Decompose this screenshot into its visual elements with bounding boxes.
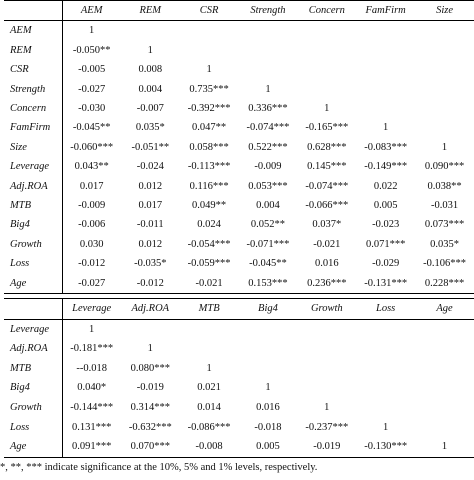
- table-cell: -0.035*: [134, 258, 167, 270]
- table-row: [4, 177, 474, 196]
- table-cell: 0.116***: [189, 180, 229, 192]
- table-cell: 1: [265, 83, 271, 95]
- table-cell: [415, 80, 474, 99]
- column-header: FamFirm: [356, 1, 415, 21]
- table-cell: [239, 21, 298, 41]
- table-cell: 0.005: [256, 441, 280, 453]
- correlation-table-panel-1: [4, 0, 474, 294]
- table-cell: [297, 378, 356, 398]
- table-cell: 0.628***: [307, 141, 347, 153]
- column-header: Big4: [239, 299, 298, 320]
- table-cell: 0.073***: [424, 219, 465, 231]
- table-cell: [415, 319, 474, 339]
- table-cell: 0.236***: [307, 277, 347, 289]
- table-cell: 1: [383, 421, 389, 433]
- table-cell: [415, 359, 474, 379]
- table-cell: [415, 60, 474, 79]
- table-cell: 0.090***: [424, 161, 465, 173]
- table-cell: 0.021: [197, 382, 221, 394]
- table-cell: [415, 398, 474, 418]
- table-cell: [121, 319, 180, 339]
- table-cell: 0.522***: [248, 141, 288, 153]
- table-cell: -0.029: [372, 258, 400, 270]
- table-cell: 0.047**: [192, 122, 227, 134]
- table-cell: [356, 99, 415, 118]
- table-cell: 0.040*: [77, 382, 107, 394]
- row-label: Leverage: [4, 319, 62, 339]
- table-cell: -0.005: [78, 64, 106, 76]
- column-header: Adj.ROA: [121, 299, 180, 320]
- table-cell: 1: [441, 141, 448, 153]
- table-cell: -0.054***: [187, 238, 231, 250]
- table-cell: [239, 359, 298, 379]
- table-cell: 0.030: [79, 238, 104, 250]
- table-row: [4, 99, 474, 118]
- table-cell: 0.153***: [248, 277, 288, 289]
- table-row: [4, 418, 474, 438]
- row-label: Strength: [4, 80, 62, 99]
- table-cell: -0.392***: [187, 103, 231, 115]
- table-row: [4, 118, 474, 137]
- table-cell: -0.023: [372, 219, 400, 231]
- table-cell: -0.008: [195, 441, 223, 453]
- table-cell: [180, 41, 239, 60]
- significance-footnote: *, **, *** indicate significance at the 10%, 5% and 1% levels, respectively.: [0, 462, 318, 473]
- table-row: [4, 215, 474, 234]
- column-header: REM: [121, 1, 180, 21]
- table-cell: 0.017: [79, 180, 104, 192]
- table-cell: -0.071***: [246, 238, 290, 250]
- table-cell: [415, 418, 474, 438]
- table-row: [4, 196, 474, 215]
- table-cell: -0.021: [195, 277, 223, 289]
- row-label: MTB: [4, 196, 62, 215]
- table-row: [4, 398, 474, 418]
- table-cell: -0.012: [136, 277, 164, 289]
- table-cell: 0.005: [373, 200, 398, 212]
- table-cell: -0.012: [78, 258, 106, 270]
- column-header: Size: [415, 1, 474, 21]
- table-cell: 0.024: [197, 219, 221, 231]
- column-header: MTB: [180, 299, 239, 320]
- table-cell: 0.037*: [312, 219, 342, 231]
- column-header: Growth: [297, 299, 356, 320]
- row-label: FamFirm: [4, 118, 62, 137]
- table-cell: [297, 359, 356, 379]
- table-cell: [356, 60, 415, 79]
- table-cell: 0.336***: [248, 103, 288, 115]
- row-label: Loss: [4, 254, 62, 273]
- table-cell: [297, 60, 356, 79]
- table-cell: [415, 118, 474, 137]
- table-cell: -0.007: [136, 103, 164, 115]
- row-label: Leverage: [4, 157, 62, 176]
- table-cell: 0.314***: [130, 401, 170, 413]
- table-row: [4, 80, 474, 99]
- table-cell: 1: [147, 343, 153, 355]
- table-cell: 0.131***: [71, 421, 112, 433]
- table-cell: -0.130***: [364, 441, 408, 453]
- table-cell: [415, 99, 474, 118]
- table-cell: [297, 319, 356, 339]
- table-cell: -0.113***: [187, 161, 231, 173]
- table-cell: [356, 378, 415, 398]
- table-cell: 0.004: [138, 83, 163, 95]
- row-label: Age: [4, 437, 62, 457]
- column-header: Loss: [356, 299, 415, 320]
- table-cell: 0.035*: [135, 122, 165, 134]
- row-label: Big4: [4, 215, 62, 234]
- table-cell: -0.144***: [70, 401, 114, 413]
- table-cell: 0.091***: [71, 441, 112, 453]
- table-cell: 0.016: [256, 401, 280, 413]
- table-row: [4, 254, 474, 273]
- table-cell: -0.045**: [72, 122, 111, 134]
- row-label: Big4: [4, 378, 62, 398]
- table-cell: 0.012: [138, 238, 163, 250]
- table-cell: -0.027: [78, 277, 106, 289]
- table-cell: -0.019: [313, 441, 341, 453]
- table-cell: -0.018: [254, 421, 282, 433]
- table-cell: -0.009: [254, 161, 282, 173]
- table-cell: [356, 41, 415, 60]
- table-cell: 0.022: [373, 180, 398, 192]
- table-cell: 0.071***: [365, 238, 406, 250]
- table-cell: 0.070***: [130, 441, 170, 453]
- table-cell: [356, 21, 415, 41]
- table-row: [4, 378, 474, 398]
- table-cell: -0.031: [430, 200, 459, 212]
- table-row: [4, 138, 474, 157]
- table-cell: -0.149***: [364, 161, 408, 173]
- table-cell: 0.008: [138, 64, 163, 76]
- table-cell: 0.038**: [427, 180, 462, 192]
- table-cell: [180, 21, 239, 41]
- table-cell: -0.106***: [423, 258, 466, 270]
- table-cell: 0.058***: [189, 141, 229, 153]
- table-cell: --0.018: [76, 362, 107, 374]
- table-cell: -0.066***: [305, 200, 349, 212]
- table-cell: 0.014: [197, 401, 221, 413]
- table-cell: [415, 378, 474, 398]
- table-cell: -0.024: [136, 161, 164, 173]
- column-header: Leverage: [62, 299, 121, 320]
- table-cell: 0.016: [314, 258, 339, 270]
- table-cell: [356, 398, 415, 418]
- table-cell: -0.021: [313, 238, 341, 250]
- table-cell: 1: [441, 441, 448, 453]
- table-cell: [297, 339, 356, 359]
- table-cell: [239, 319, 298, 339]
- table-cell: 1: [324, 103, 330, 115]
- table-row: [4, 41, 474, 60]
- table-cell: -0.030: [78, 103, 106, 115]
- row-label: REM: [4, 41, 62, 60]
- row-label: Concern: [4, 99, 62, 118]
- table-cell: [239, 339, 298, 359]
- table-cell: -0.011: [136, 219, 164, 231]
- table-row: [4, 60, 474, 79]
- row-label: Adj.ROA: [4, 177, 62, 196]
- table-cell: 0.735***: [189, 83, 229, 95]
- table-cell: -0.009: [78, 200, 106, 212]
- row-label: Loss: [4, 418, 62, 438]
- table-row: [4, 359, 474, 379]
- table-cell: 0.228***: [424, 277, 465, 289]
- table-cell: [415, 339, 474, 359]
- table-cell: -0.019: [136, 382, 164, 394]
- corner-cell: [4, 299, 62, 320]
- table-cell: 1: [383, 122, 389, 134]
- row-label: AEM: [4, 21, 62, 41]
- table-cell: -0.006: [78, 219, 106, 231]
- row-label: MTB: [4, 359, 62, 379]
- table-cell: -0.045**: [249, 258, 287, 270]
- table-cell: -0.050**: [72, 44, 111, 56]
- table-cell: 1: [265, 382, 271, 394]
- table-cell: 1: [89, 25, 95, 37]
- table-cell: [121, 21, 180, 41]
- table-row: [4, 21, 474, 41]
- table-cell: [356, 339, 415, 359]
- table-cell: 1: [147, 44, 153, 56]
- row-label: Age: [4, 274, 62, 294]
- table-cell: -0.083***: [364, 141, 408, 153]
- table-cell: -0.181***: [70, 343, 114, 355]
- row-label: CSR: [4, 60, 62, 79]
- table-cell: -0.051**: [131, 141, 170, 153]
- table-cell: 0.052**: [250, 219, 286, 231]
- table-cell: 1: [206, 362, 212, 374]
- column-header: Concern: [297, 1, 356, 21]
- table-cell: -0.237***: [305, 421, 349, 433]
- table-cell: [297, 21, 356, 41]
- table-cell: [415, 21, 474, 41]
- table-cell: -0.060***: [70, 141, 114, 153]
- table-row: [4, 235, 474, 254]
- table-cell: 0.035*: [430, 238, 459, 250]
- table-cell: -0.059***: [187, 258, 231, 270]
- table-cell: 0.053***: [248, 180, 288, 192]
- table-cell: -0.074***: [305, 180, 349, 192]
- table-cell: -0.074***: [246, 122, 290, 134]
- corner-cell: [4, 1, 62, 21]
- table-cell: 0.043**: [74, 161, 109, 173]
- column-header: AEM: [62, 1, 121, 21]
- table-row: [4, 274, 474, 294]
- table-row: [4, 339, 474, 359]
- column-header: Strength: [239, 1, 298, 21]
- column-header: Age: [415, 299, 474, 320]
- table-cell: 1: [89, 323, 95, 335]
- table-cell: [415, 41, 474, 60]
- table-row: [4, 157, 474, 176]
- row-label: Size: [4, 138, 62, 157]
- table-cell: 0.145***: [307, 161, 347, 173]
- column-header: CSR: [180, 1, 239, 21]
- header-row: [4, 299, 474, 320]
- table-row: [4, 319, 474, 339]
- table-cell: -0.086***: [187, 421, 231, 433]
- row-label: Growth: [4, 398, 62, 418]
- header-row: [4, 1, 474, 21]
- table-cell: [297, 80, 356, 99]
- table-row: [4, 437, 474, 457]
- table-cell: 1: [206, 64, 212, 76]
- row-label: Adj.ROA: [4, 339, 62, 359]
- table-cell: [239, 41, 298, 60]
- table-cell: -0.131***: [364, 277, 408, 289]
- row-label: Growth: [4, 235, 62, 254]
- table-cell: [180, 339, 239, 359]
- table-cell: 0.049**: [192, 200, 227, 212]
- table-cell: [356, 359, 415, 379]
- table-cell: 0.004: [256, 200, 280, 212]
- table-cell: [356, 80, 415, 99]
- table-cell: [180, 319, 239, 339]
- table-cell: -0.632***: [128, 421, 172, 433]
- table-cell: -0.027: [78, 83, 106, 95]
- table-cell: -0.165***: [305, 122, 349, 134]
- correlation-table-panel-2: [4, 298, 474, 458]
- table-cell: 0.080***: [130, 362, 170, 374]
- table-cell: [239, 60, 298, 79]
- table-cell: [356, 319, 415, 339]
- table-cell: 1: [324, 401, 330, 413]
- table-cell: 0.012: [138, 180, 163, 192]
- table-cell: 0.017: [138, 200, 163, 212]
- table-cell: [297, 41, 356, 60]
